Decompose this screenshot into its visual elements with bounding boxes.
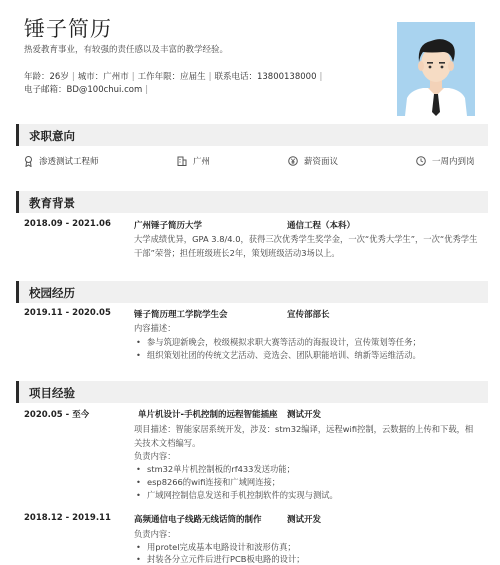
campus-date: 2019.11 - 2020.05	[24, 308, 111, 318]
project-role: 测试开发	[287, 515, 322, 525]
project-name: 单片机设计-手机控制的远程智能插座	[138, 410, 278, 420]
section-projects	[16, 381, 488, 403]
intent-city-text: 广州	[193, 157, 211, 167]
project-description: 项目描述：智能家居系统开发，涉及：stm32编译，远程wifi控制，云数据的上传和下载，相关技术文档编写。	[134, 424, 474, 448]
city-info: 城市：广州市	[77, 72, 129, 82]
experience-info: 工作年限：应届生	[137, 72, 206, 82]
campus-content-label: 内容描述：	[134, 323, 176, 333]
info-separator: |	[131, 72, 135, 82]
project-name: 高频通信电子线路无线话筒的制作	[134, 515, 262, 525]
intent-salary	[288, 155, 338, 167]
intent-salary-text: 薪资面议	[304, 157, 339, 167]
avatar-illustration	[397, 22, 475, 116]
section-title: 校园经历	[29, 286, 75, 300]
section-title: 求职意向	[29, 129, 75, 143]
section-title: 教育背景	[29, 196, 75, 210]
bullet-text: • 广域网控制信息发送和手机控制软件的实现与测试。	[147, 490, 338, 500]
project-date: 2018.12 - 2019.11	[24, 513, 111, 523]
bullet-text: • stm32单片机控制板的rf433发送功能；	[147, 464, 295, 474]
info-separator: |	[208, 72, 212, 82]
campus-role: 宣传部部长	[287, 310, 330, 320]
basic-info-line	[24, 70, 325, 82]
project-date: 2020.05 - 至今	[24, 410, 90, 420]
education-description: 大学成绩优异，GPA 3.8/4.0，获得三次优秀学生奖学金，一次“优秀大学生”，一次“优秀学生干部”荣誉；担任班级班长2年，策划班级活动3场以上。	[134, 234, 478, 258]
contact-info-line	[24, 83, 151, 95]
project-bullet	[136, 463, 480, 477]
education-date: 2018.09 - 2021.06	[24, 219, 111, 229]
intent-city	[177, 155, 210, 167]
project-bullet	[136, 489, 480, 503]
candidate-tagline: 热爱教育事业，有较强的责任感以及丰富的教学经验。	[24, 45, 229, 55]
bullet-text: • esp8266的wifi连接和广域网连接；	[147, 477, 281, 487]
info-separator: |	[145, 85, 149, 95]
candidate-name: 锤子简历	[24, 17, 112, 41]
age-info: 年龄：26岁	[24, 72, 69, 82]
resume-header	[0, 0, 500, 120]
project-role: 测试开发	[287, 410, 322, 420]
campus-bullet	[136, 349, 480, 363]
section-job-intent	[16, 124, 488, 146]
campus-bullet	[136, 336, 480, 350]
building-icon	[177, 156, 187, 166]
intent-position-text: 渗透测试工程师	[39, 157, 99, 167]
phone-info: 联系电话：13800138000	[214, 72, 317, 82]
info-separator: |	[319, 72, 323, 82]
clock-icon	[416, 156, 426, 166]
section-education	[16, 191, 488, 213]
education-school: 广州锤子简历大学	[134, 221, 203, 231]
section-campus	[16, 281, 488, 303]
email-info: 电子邮箱：BD@100chui.com	[24, 85, 143, 95]
project-bullet	[136, 553, 480, 565]
project-bullet	[136, 476, 480, 490]
intent-availability-text: 一周内到岗	[432, 157, 475, 167]
badge-icon	[24, 156, 33, 167]
project-duty-label: 负责内容：	[134, 529, 176, 539]
bullet-text: • 用protel完成基本电路设计和波形仿真；	[147, 542, 296, 552]
intent-availability	[416, 155, 475, 167]
intent-position	[24, 155, 99, 167]
section-title: 项目经验	[29, 386, 75, 400]
bullet-text: • 组织策划社团的传统文艺活动、竞选会、团队职能培训、纳新等运维活动。	[147, 350, 421, 360]
info-separator: |	[71, 72, 75, 82]
bullet-text: • 封装各分立元件后进行PCB板电路的设计；	[147, 554, 305, 564]
education-major: 通信工程（本科）	[287, 221, 356, 231]
campus-org: 锤子简历理工学院学生会	[134, 310, 228, 320]
project-duty-label: 负责内容：	[134, 451, 176, 461]
bullet-text: • 参与筑迎新晚会，校级模拟求职大赛等活动的海报设计，宣传策划等任务；	[147, 337, 421, 347]
yuan-coin-icon	[288, 156, 298, 166]
avatar-photo	[397, 22, 475, 116]
